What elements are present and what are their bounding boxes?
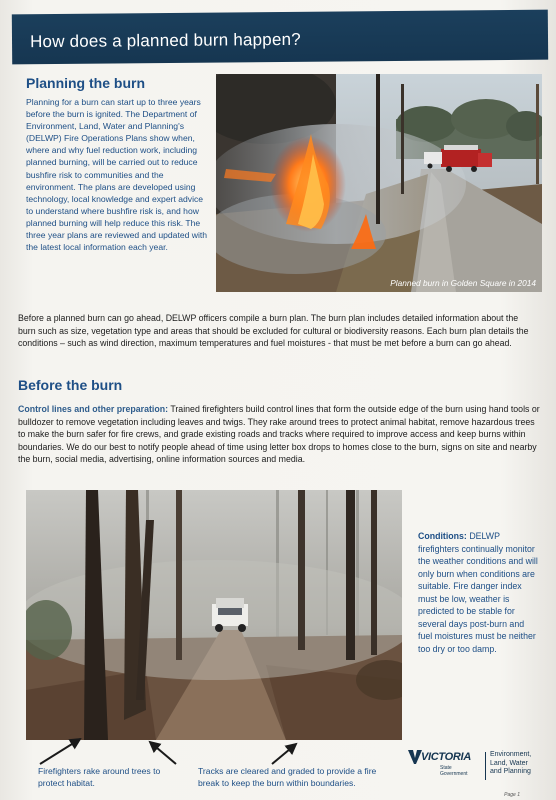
arrow-rake-right — [150, 742, 176, 764]
photo-caption: Planned burn in Golden Square in 2014 — [390, 278, 536, 288]
page-title: How does a planned burn happen? — [29, 29, 301, 52]
planning-heading: Planning the burn — [26, 75, 145, 91]
logo-wordmark: VICTORIA — [421, 751, 471, 763]
control-lines-body: Trained firefighters build control lines that form the outside edge of the burn using hand tools or bulldozer to remove vegetation including leaves and twigs. They rake around trees to protect animal habitat, remove hazardous trees to make the burn safer for fire crews, and grade existing roads and tracks where required to improve access and keep burns within boundaries. We do our best to notify people ahead of time using letter box drops to homes close to the burn, signs on site and nearby the burn, social media, advertising, online information sources and media. — [18, 404, 540, 465]
logo-dept-line1: Environment, — [490, 751, 532, 758]
logo-sub-line2: Government — [440, 771, 468, 777]
conditions-body: DELWP firefighters continually monitor the weather conditions and will only burn when conditions are suitable. Fire danger index must be low, weather is predicted to be stable for several days post-burn and fuel moistures must be neither too dry or too damp. — [418, 531, 538, 654]
planned-burn-photo — [216, 74, 542, 292]
burn-plan-paragraph: Before a planned burn can go ahead, DELWP officers compile a burn plan. The burn plan includes detailed information about the burn such as size, vegetation type and areas that should be excluded for cultural or biodiversity reasons. Each burn plan details the conditions – such as wind direction, maximum temperatures and fuel moistures - that must be met before a burn can go ahead. — [18, 313, 529, 349]
arrow-rake-left — [40, 739, 80, 764]
logo-department — [490, 751, 531, 777]
planning-paragraph: Planning for a burn can start up to three years before the burn is ignited. The Department of Environment, Land, Water and Planning's (DELWP) Fire Operations Plans show when, where and why fuel reduction work, including planned burning, will be carried out to reduce bushfire risk to communities and the environment. The plans are developed using technology, local knowledge and expert advice to understand where bushfire risk is, and how planned burning will help reduce this risk. The three year plans are reviewed and updated with the latest local information each year. — [26, 97, 208, 253]
logo-dept-line2: Land, Water — [490, 759, 528, 767]
planned-burn-image — [216, 74, 542, 292]
control-lines-paragraph — [18, 403, 542, 466]
title-bar — [12, 10, 548, 65]
logo-subtitle — [440, 765, 468, 777]
arrow-tracks — [272, 744, 296, 764]
conditions-lead: Conditions: — [418, 531, 467, 541]
logo-divider — [485, 752, 486, 780]
before-heading: Before the burn — [18, 377, 123, 393]
victoria-government-logo — [408, 748, 548, 788]
victoria-v-icon — [408, 750, 422, 764]
conditions-paragraph — [418, 530, 540, 655]
page-number: Page 1 — [504, 792, 520, 798]
logo-dept-line3: and Planning — [490, 768, 531, 775]
forest-track-image — [26, 490, 402, 740]
control-lines-lead: Control lines and other preparation: — [18, 404, 169, 414]
forest-track-photo — [26, 490, 402, 740]
rake-caption: Firefighters rake around trees to protect habitat. — [38, 766, 161, 788]
tracks-caption: Tracks are cleared and graded to provide a fire break to keep the burn within boundaries. — [198, 766, 377, 788]
logo-sub-line1: State — [440, 765, 452, 771]
